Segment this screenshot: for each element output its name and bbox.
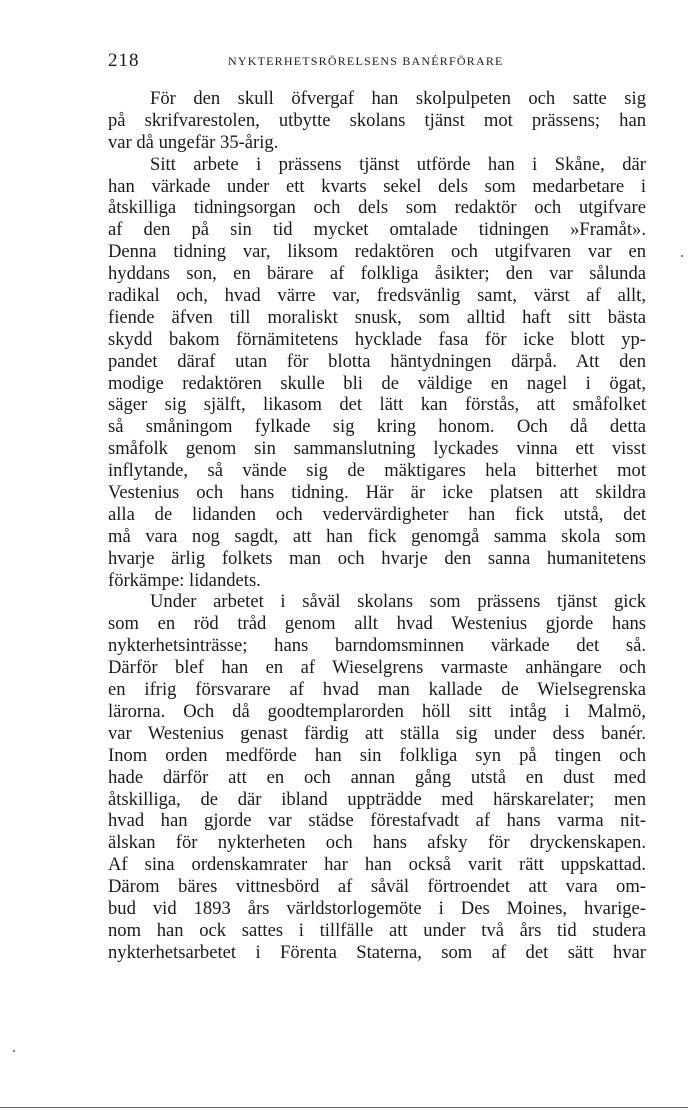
text-line: alla de lidanden och vedervärdigheter han fick utstå, det bbox=[108, 503, 646, 525]
text-line: Därför blef han en af Wieselgrens varmaste anhängare och bbox=[108, 657, 646, 679]
text-line: Denna tidning var, liksom redaktören och utgifvaren var en bbox=[108, 241, 646, 263]
text-line: af den på sin tid mycket omtalade tidningen »Framåt». bbox=[108, 219, 646, 241]
body-text bbox=[108, 88, 646, 964]
text-line: lärorna. Och då goodtemplarorden höll sitt intåg i Malmö, bbox=[108, 700, 646, 722]
text-line: modige redaktören skulle bli de väldige en nagel i ögat, bbox=[108, 372, 646, 394]
text-line: hvad han gjorde var städse förestafvadt af hans varma nit- bbox=[108, 810, 646, 832]
running-title: NYKTERHETSRÖRELSENS BANÉRFÖRARE bbox=[228, 54, 504, 68]
text-line: Inom orden medförde han sin folkliga syn på tingen och bbox=[108, 744, 646, 766]
text-line: på skrifvarestolen, utbytte skolans tjänst mot prässens; han bbox=[108, 109, 646, 131]
text-line: Därom bäres vittnesbörd af såväl förtroendet att vara om- bbox=[108, 876, 646, 898]
text-line: inflytande, så vände sig de mäktigares hela bitterhet mot bbox=[108, 460, 646, 482]
text-line: han värkade under ett kvarts sekel dels som medarbetare i bbox=[108, 175, 646, 197]
text-line: Sitt arbete i prässens tjänst utförde han i Skåne, där bbox=[150, 153, 646, 175]
text-line: åtskilliga, de där ibland uppträdde med härskarelater; men bbox=[108, 788, 646, 810]
text-line: som en röd tråd genom allt hvad Westenius gjorde hans bbox=[108, 613, 646, 635]
text-line: Af sina ordenskamrater har han också varit rätt uppskattad. bbox=[108, 854, 646, 876]
text-line: Vestenius och hans tidning. Här är icke platsen att skildra bbox=[108, 482, 646, 504]
text-line: bud vid 1893 års världstorlogemöte i Des Moines, hvarige- bbox=[108, 897, 646, 919]
text-line: hvarje ärlig folkets man och hvarje den sanna humanitetens bbox=[108, 547, 646, 569]
text-line: nykterhetsarbetet i Förenta Staterna, som af det sätt hvar bbox=[108, 941, 646, 963]
text-line: må vara nog sagdt, att han fick genomgå samma skola som bbox=[108, 525, 646, 547]
text-line: säger sig själft, likasom det lätt kan förstås, att småfolket bbox=[108, 394, 646, 416]
text-line: nykterhetsinträsse; hans barndomsminnen värkade det så. bbox=[108, 635, 646, 657]
page-number: 218 bbox=[108, 50, 140, 71]
edge-speck bbox=[13, 1050, 15, 1052]
running-head bbox=[108, 50, 643, 74]
text-line: förkämpe: lidandets. bbox=[108, 569, 261, 591]
text-line: var Westenius genast färdig att ställa sig under dess banér. bbox=[108, 722, 646, 744]
text-line: en ifrig försvarare af hvad man kallade de Wielsegrenska bbox=[108, 679, 646, 701]
text-line: pandet däraf utan för blotta häntydningen därpå. Att den bbox=[108, 350, 646, 372]
text-line: skydd bakom förnämitetens hycklade fasa för icke blott yp- bbox=[108, 328, 646, 350]
text-line: radikal och, hvad värre var, fredsvänlig samt, värst af allt, bbox=[108, 285, 646, 307]
text-line: fiende äfven till moraliskt snusk, som alltid haft sitt bästa bbox=[108, 306, 646, 328]
page-bottom-edge bbox=[0, 1107, 688, 1108]
text-line: småfolk genom sin sammanslutning lyckades vinna ett visst bbox=[108, 438, 646, 460]
edge-speck bbox=[681, 255, 683, 257]
text-line: Under arbetet i såväl skolans som prässens tjänst gick bbox=[150, 591, 646, 613]
text-line: För den skull öfvergaf han skolpulpeten och satte sig bbox=[150, 88, 646, 109]
text-line: älskan för nykterheten och hans afsky för dryckenskapen. bbox=[108, 832, 646, 854]
text-line: hade därför att en och annan gång utstå en dust med bbox=[108, 766, 646, 788]
text-line: så småningom fylkade sig kring honom. Och då detta bbox=[108, 416, 646, 438]
text-line: åtskilliga tidningsorgan och dels som redaktör och utgifvare bbox=[108, 197, 646, 219]
text-line: nom han ock sattes i tillfälle att under två års tid studera bbox=[108, 919, 646, 941]
text-line: var då ungefär 35-årig. bbox=[108, 131, 279, 153]
text-line: hyddans son, en bärare af folkliga åsikter; den var sålunda bbox=[108, 263, 646, 285]
